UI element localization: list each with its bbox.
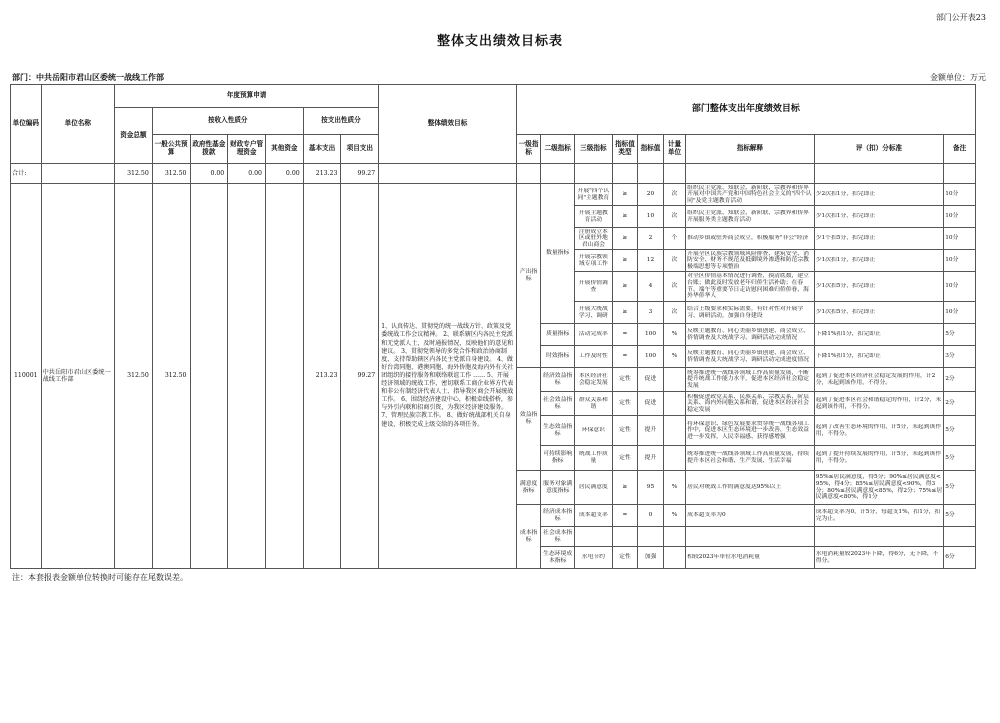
value-type-cell: ≥	[612, 272, 638, 302]
header-explanation: 指标解释	[686, 135, 815, 164]
remark-cell: 5分	[944, 505, 976, 527]
explanation-cell: 相较2023年单位水电消耗量	[686, 547, 815, 569]
value-cell: 提升	[638, 446, 664, 471]
total-general: 312.50	[152, 164, 190, 184]
value-type-cell: 定性	[612, 392, 638, 416]
level2-cell: 经济成本指标	[541, 505, 575, 527]
header-scoring: 评（扣）分标准	[814, 135, 944, 164]
level2-cell: 社会效益指标	[541, 392, 575, 416]
remark-cell: 10分	[944, 302, 976, 324]
total-project: 99.27	[341, 164, 379, 184]
scoring-cell: 起到了提升持续发展的作用，计5分，未起到该作用，不得分。	[814, 446, 944, 471]
header-measure-unit: 计量单位	[663, 135, 685, 164]
header-total-funds: 资金总额	[115, 108, 153, 164]
value-cell: 10	[638, 206, 664, 228]
amount-unit-label: 金额单位：万元	[930, 73, 986, 82]
level3-cell: 居民满意度	[575, 471, 613, 505]
header-value-type: 指标值类型	[612, 135, 638, 164]
total-other: 0.00	[265, 164, 303, 184]
unit-project: 99.27	[341, 184, 379, 569]
value-cell: 20	[638, 184, 664, 206]
measure-unit-cell	[663, 416, 685, 446]
level3-cell: 本区经济社会稳定发展	[575, 368, 613, 392]
scoring-cell: 起到了促进本区社会和谐稳定的作用，计2分，未起到该作用，不得分。	[814, 392, 944, 416]
scoring-cell: 起到了促进本区经济社会稳定发展的作用，计2分，未起到该作用，不得分。	[814, 368, 944, 392]
level3-cell: 开展"四个认同"主题教育	[575, 184, 613, 206]
header-overall-goal: 整体绩效目标	[379, 85, 517, 164]
remark-cell: 10分	[944, 272, 976, 302]
measure-unit-cell	[663, 527, 685, 547]
value-cell: 促进	[638, 368, 664, 392]
remark-cell: 2分	[944, 368, 976, 392]
explanation-cell	[686, 527, 815, 547]
level3-cell: 工作及时性	[575, 346, 613, 368]
measure-unit-cell: %	[663, 346, 685, 368]
value-type-cell: 定性	[612, 446, 638, 471]
scoring-cell: 起到了改善生态环境的作用，计5分，未起到该作用，不得分。	[814, 416, 944, 446]
measure-unit-cell: %	[663, 324, 685, 346]
explanation-cell: 成本超支率为0	[686, 505, 815, 527]
header-value: 指标值	[638, 135, 664, 164]
indicator-row	[11, 184, 976, 206]
explanation-cell: 将环保意识、绿色发展要求贯穿统一战线各项工作中，促进本区生态环境进一步改善，生态效益进一步发挥，人民幸福感、获得感增强	[686, 416, 815, 446]
scoring-cell: 少2次扣1分，扣完即止	[814, 184, 944, 206]
remark-cell: 2分	[944, 392, 976, 416]
value-cell: 100	[638, 324, 664, 346]
scoring-cell: 少1次扣5分，扣完即止	[814, 272, 944, 302]
value-type-cell: ≥	[612, 471, 638, 505]
total-special: 0.00	[228, 164, 266, 184]
measure-unit-cell: 个	[663, 228, 685, 250]
value-cell: 促进	[638, 392, 664, 416]
header-remark: 备注	[944, 135, 976, 164]
explanation-cell: 统筹推进统一战线各领域工作高质量发展，持续提升本区社会和谐、生产发展、生活幸福	[686, 446, 815, 471]
value-type-cell	[612, 527, 638, 547]
level2-cell: 质量指标	[541, 324, 575, 346]
page-number: 部门公开表23	[935, 13, 986, 22]
header-unit-code: 单位编码	[11, 85, 42, 164]
explanation-cell: 对全区侨情基本情况进行调查，摸清底数，建立台账；做此及时发放老年归侨生活补助；在春节、端午等重要节日走访慰问困难归侨侨眷、海外华侨华人	[686, 272, 815, 302]
measure-unit-cell: 次	[663, 184, 685, 206]
level3-cell: 开展侨情调查	[575, 272, 613, 302]
level3-cell: 群众关系和谐	[575, 392, 613, 416]
page-title: 整体支出绩效目标表	[436, 34, 563, 49]
header-by-income: 按收入性质分	[152, 108, 303, 135]
unit-general: 312.50	[152, 184, 190, 569]
level3-cell: 注册成立本区或驻外地君山商会	[575, 228, 613, 250]
scoring-cell: 水电消耗量较2023年下降，得6分，无下降，不得分。	[814, 547, 944, 569]
level2-cell: 数量指标	[541, 184, 575, 324]
header-general-public: 一般公共预算	[152, 135, 190, 164]
total-row	[11, 164, 976, 184]
measure-unit-cell: 次	[663, 272, 685, 302]
value-type-cell: =	[612, 346, 638, 368]
value-cell: 提升	[638, 416, 664, 446]
performance-goal-table	[10, 84, 976, 569]
unit-name: 中共岳阳市君山区委统一战线工作部	[41, 184, 114, 569]
value-cell	[638, 527, 664, 547]
value-cell: 3	[638, 302, 664, 324]
value-type-cell: 定性	[612, 416, 638, 446]
remark-cell: 10分	[944, 250, 976, 272]
header-level1: 一级指标	[516, 135, 540, 164]
explanation-cell: 积极促进政党关系、民族关系、宗教关系、阶层关系、海内外同胞关系和谐，促进本区经济社会稳定发展	[686, 392, 815, 416]
header-level2: 二级指标	[541, 135, 575, 164]
value-cell: 95	[638, 471, 664, 505]
value-cell: 100	[638, 346, 664, 368]
measure-unit-cell: %	[663, 505, 685, 527]
remark-cell: 5分	[944, 416, 976, 446]
header-level3: 三级指标	[575, 135, 613, 164]
scoring-cell: 95%≤居民满意度，得5分；90%≤居民满意度<95%，得4分；85%≤居民满意度<90%，得3分；80%≤居民满意度<85%，得2分；75%≤居民满意度<80%，得1分	[814, 471, 944, 505]
department-label: 部门：中共岳阳市君山区委统一战线工作部	[12, 72, 164, 82]
explanation-cell: 反映主题教育、同心美丽乡镇创建、商会成立、侨情调查及大统战学习、调研活动完成进度情况	[686, 346, 815, 368]
level2-cell: 社会成本指标	[541, 527, 575, 547]
header-unit-name: 单位名称	[41, 85, 114, 164]
remark-cell: 5分	[944, 446, 976, 471]
header-project-expense: 项目支出	[341, 135, 379, 164]
value-cell: 4	[638, 272, 664, 302]
level1-cell: 满意度指标	[516, 471, 540, 505]
remark-cell: 10分	[944, 228, 976, 250]
scoring-cell: 少1次扣1分，扣完即止	[814, 250, 944, 272]
value-type-cell: 定性	[612, 547, 638, 569]
level3-cell: 开展大统战学习、调研	[575, 302, 613, 324]
scoring-cell	[814, 527, 944, 547]
remark-cell: 5分	[944, 471, 976, 505]
level2-cell: 可持续影响指标	[541, 446, 575, 471]
unit-code: 110001	[11, 184, 42, 569]
header-by-expense: 按支出性质分	[303, 108, 378, 135]
measure-unit-cell: 次	[663, 250, 685, 272]
level3-cell: 成本超支率	[575, 505, 613, 527]
measure-unit-cell: 次	[663, 206, 685, 228]
remark-cell: 10分	[944, 206, 976, 228]
level2-cell: 时效指标	[541, 346, 575, 368]
value-type-cell: ≥	[612, 206, 638, 228]
remark-cell: 10分	[944, 184, 976, 206]
explanation-cell: 开展全区民族宗教领域风险排查、建筑安全、消防安全、财务不规范及抵御境外渗透和防范宗教极端思想等专项整治	[686, 250, 815, 272]
level3-cell: 环保意识	[575, 416, 613, 446]
value-cell: 加强	[638, 547, 664, 569]
scoring-cell: 少1次扣5分，扣完即止	[814, 302, 944, 324]
header-dept-goal: 部门整体支出年度绩效目标	[516, 85, 975, 135]
measure-unit-cell	[663, 392, 685, 416]
level1-cell: 效益指标	[516, 368, 540, 471]
measure-unit-cell	[663, 446, 685, 471]
level3-cell	[575, 527, 613, 547]
level3-cell: 水电节约	[575, 547, 613, 569]
remark-cell: 6分	[944, 547, 976, 569]
level2-cell: 生态效益指标	[541, 416, 575, 446]
explanation-cell: 反映主题教育、同心美丽乡镇创建、商会成立、侨情调查及大统战学习、调研活动完成情况	[686, 324, 815, 346]
value-type-cell: ≥	[612, 250, 638, 272]
level3-cell: 开展宗教领域专项工作	[575, 250, 613, 272]
value-type-cell: ≥	[612, 228, 638, 250]
unit-basic: 213.23	[303, 184, 341, 569]
footnote: 注：本套报表金额单位转换时可能存在尾数误差。	[12, 573, 188, 582]
value-type-cell: ≥	[612, 302, 638, 324]
explanation-cell: 结合上级要求和实际需要，有针对性对开展学习、调研活动，加强自身建设	[686, 302, 815, 324]
total-amount: 312.50	[115, 164, 153, 184]
level2-cell: 经济效益指标	[541, 368, 575, 392]
level2-cell: 服务对象满意度指标	[541, 471, 575, 505]
level3-cell: 开展主题教育活动	[575, 206, 613, 228]
level3-cell: 统战工作质量	[575, 446, 613, 471]
overall-goal-text: 1、认真传达、贯彻党的统一战线方针、政策及党委统战工作会议精神。 2、联系辖区内各民主党派和无党派人士，及时通报情况，反映他们的意见和建议。 3、贯彻党领导的多党合作和政治协商制度，支持帮助辖区内各民主党派自身建设。 4、做好台湾同胞、港澳同胞、海外侨胞及海内外有关社团组织的接待服务和联络联谊工作 …… 5、开展经济领域的统战工作，密切联系工商企业界方代表和非公有制经济代表人士，指导我区商会开展统战工作。 6、围绕经济建设中心，积极牵线搭桥，参与外引内联和招商引资，为我区经济建设服务。 7、管理民族宗教工作。 8、做好统战部机关自身建设，积极完成上级交给的各项任务。	[379, 184, 517, 569]
remark-cell: 3分	[944, 346, 976, 368]
value-type-cell: 定性	[612, 368, 638, 392]
value-cell: 2	[638, 228, 664, 250]
scoring-cell: 下降1%扣1分，扣完即止	[814, 324, 944, 346]
remark-cell	[944, 527, 976, 547]
explanation-cell: 居民对统战工作的满意度达95%以上	[686, 471, 815, 505]
level1-cell: 成本指标	[516, 505, 540, 569]
total-label: 合计:	[11, 164, 42, 184]
header-gov-fund: 政府性基金拨款	[190, 135, 228, 164]
scoring-cell: 下降1%扣1分，扣完即止	[814, 346, 944, 368]
remark-cell: 5分	[944, 324, 976, 346]
scoring-cell: 少1次扣1分，扣完即止	[814, 206, 944, 228]
level1-cell: 产出指标	[516, 184, 540, 368]
explanation-cell: 组织民主党派、知联会、新阶联、宗教界和侨界开展对中国共产党和中国特色社会主义的"四个认同"及党主题教育活动	[686, 184, 815, 206]
scoring-cell: 成本超支率为0，计5分，每超支1%，扣1分，扣完为止。	[814, 505, 944, 527]
explanation-cell: 组织民主党派、知联会、新阶联、宗教界和侨界开展服务类主题教育活动	[686, 206, 815, 228]
header-special-fiscal: 财政专户管理资金	[228, 135, 266, 164]
level3-cell: 活动完成率	[575, 324, 613, 346]
level2-cell: 生态环境成本指标	[541, 547, 575, 569]
measure-unit-cell	[663, 547, 685, 569]
explanation-cell: 推动乡镇或驻外商会成立，积极服务"非公"经济	[686, 228, 815, 250]
explanation-cell: 统筹推进统一战线各领域工作高质量发展，不断提升统战工作能力水平，促进本区经济社会稳定发展	[686, 368, 815, 392]
value-cell: 0	[638, 505, 664, 527]
scoring-cell: 少1个扣5分，扣完即止	[814, 228, 944, 250]
total-basic: 213.23	[303, 164, 341, 184]
value-type-cell: ≥	[612, 184, 638, 206]
measure-unit-cell: 次	[663, 302, 685, 324]
value-type-cell: =	[612, 505, 638, 527]
header-basic-expense: 基本支出	[303, 135, 341, 164]
header-annual-budget: 年度预算申请	[115, 85, 379, 108]
value-type-cell: =	[612, 324, 638, 346]
value-cell: 12	[638, 250, 664, 272]
total-gov-fund: 0.00	[190, 164, 228, 184]
measure-unit-cell: %	[663, 471, 685, 505]
unit-total: 312.50	[115, 184, 153, 569]
measure-unit-cell	[663, 368, 685, 392]
header-other-funds: 其他资金	[265, 135, 303, 164]
